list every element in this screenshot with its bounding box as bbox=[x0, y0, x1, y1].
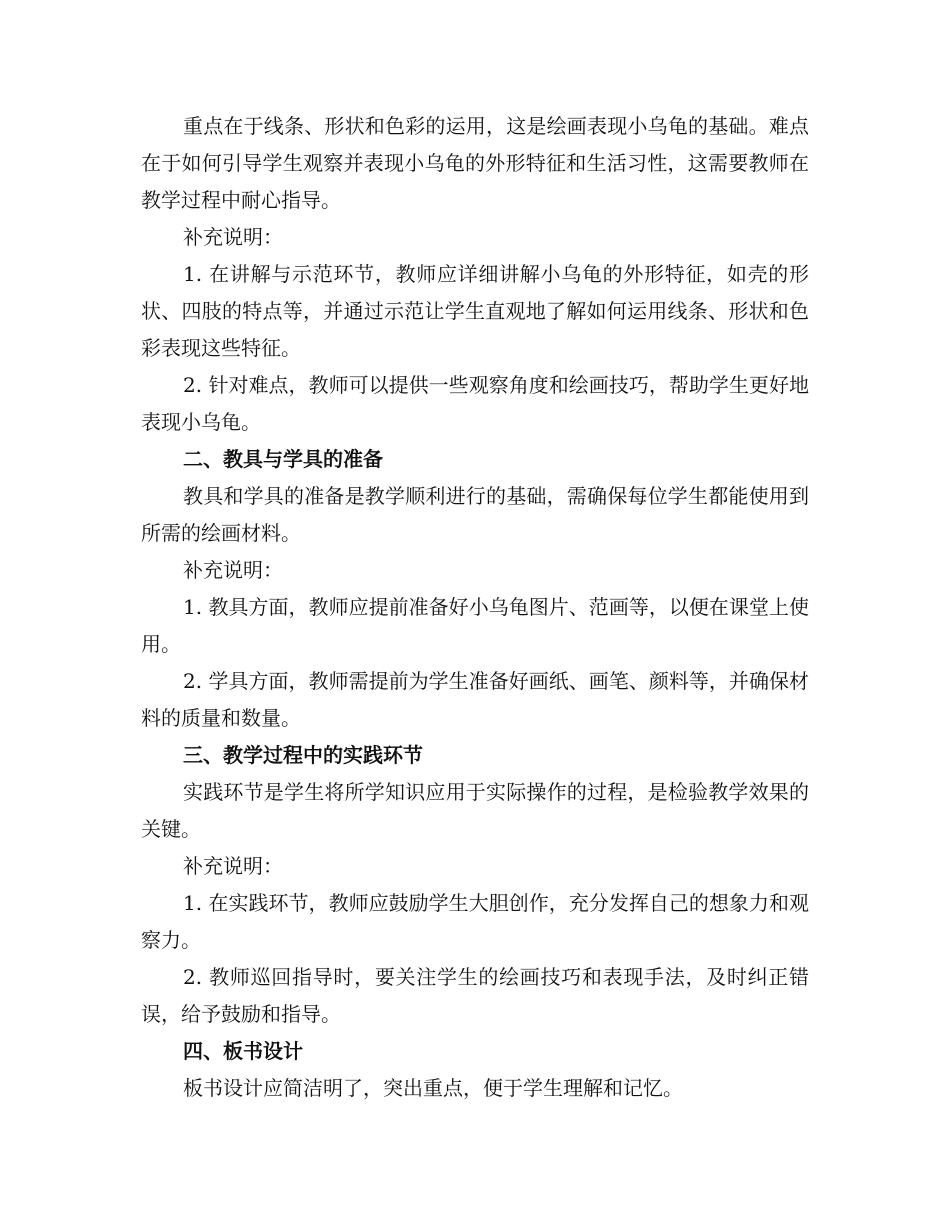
section-heading-3: 三、教学过程中的实践环节 bbox=[183, 743, 423, 767]
section-heading-2: 二、教具与学具的准备 bbox=[183, 447, 383, 471]
supplement-1-item-2: 2. 针对难点，教师可以提供一些观察角度和绘画技巧，帮助学生更好地表现小乌龟。 bbox=[141, 373, 809, 434]
supplement-2-item-2: 2. 学具方面，教师需提前为学生准备好画纸、画笔、颜料等，并确保材料的质量和数量。 bbox=[141, 669, 809, 730]
supplement-1-item-1: 1. 在讲解与示范环节，教师应详细讲解小乌龟的外形特征，如壳的形状、四肢的特点等，并通过示范让学生直观地了解如何运用线条、形状和色彩表现这些特征。 bbox=[141, 262, 809, 360]
paragraph-practice: 实践环节是学生将所学知识应用于实际操作的过程，是检验教学效果的关键。 bbox=[141, 780, 809, 841]
supplement-3-item-1: 1. 在实践环节，教师应鼓励学生大胆创作，充分发挥自己的想象力和观察力。 bbox=[141, 891, 809, 952]
supplement-2-item-1: 1. 教具方面，教师应提前准备好小乌龟图片、范画等，以便在课堂上使用。 bbox=[141, 595, 809, 656]
paragraph-board: 板书设计应简洁明了，突出重点，便于学生理解和记忆。 bbox=[183, 1076, 683, 1100]
paragraph-key-points: 重点在于线条、形状和色彩的运用，这是绘画表现小乌龟的基础。难点在于如何引导学生观察并表现小乌龟的外形特征和生活习性，这需要教师在教学过程中耐心指导。 bbox=[141, 114, 809, 212]
document-body bbox=[141, 108, 809, 1107]
supplement-3-item-2: 2. 教师巡回指导时，要关注学生的绘画技巧和表现手法，及时纠正错误，给予鼓励和指导。 bbox=[141, 965, 809, 1026]
section-heading-4: 四、板书设计 bbox=[183, 1039, 303, 1063]
supplement-label-1: 补充说明： bbox=[183, 225, 283, 249]
paragraph-tools: 教具和学具的准备是教学顺利进行的基础，需确保每位学生都能使用到所需的绘画材料。 bbox=[141, 484, 809, 545]
supplement-label-3: 补充说明： bbox=[183, 854, 283, 878]
supplement-label-2: 补充说明： bbox=[183, 558, 283, 582]
